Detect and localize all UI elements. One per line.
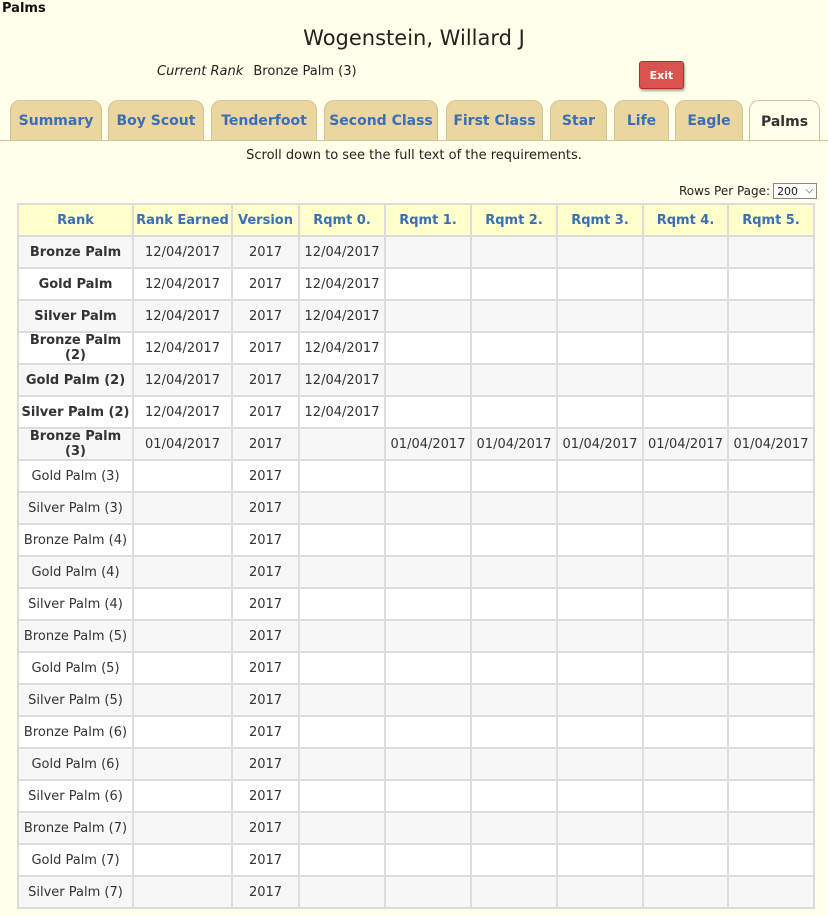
- rqmt-cell: [728, 236, 814, 268]
- rqmt-cell: [299, 620, 385, 652]
- rqmt-cell: 01/04/2017: [557, 428, 643, 460]
- rqmt-cell: [299, 460, 385, 492]
- table-row: [18, 652, 814, 684]
- rqmt-cell: [385, 364, 471, 396]
- rqmt-cell: [299, 812, 385, 844]
- version-cell: 2017: [232, 748, 299, 780]
- rqmt-cell: [557, 556, 643, 588]
- rows-per-page-select[interactable]: [773, 183, 817, 199]
- rank-earned-cell: 01/04/2017: [133, 428, 232, 460]
- scroll-note: Scroll down to see the full text of the requirements.: [246, 148, 582, 163]
- rank-earned-cell: [133, 524, 232, 556]
- rank-cell: Gold Palm (7): [18, 844, 133, 876]
- table-row: [18, 524, 814, 556]
- rqmt-cell: [728, 780, 814, 812]
- rqmt-cell: [643, 588, 728, 620]
- tab-second-class[interactable]: Second Class: [324, 100, 438, 141]
- version-cell: 2017: [232, 556, 299, 588]
- version-cell: 2017: [232, 684, 299, 716]
- table-row: [18, 300, 814, 332]
- version-cell: 2017: [232, 652, 299, 684]
- rank-earned-cell: [133, 876, 232, 908]
- window-title: Palms: [2, 1, 46, 16]
- version-cell: 2017: [232, 268, 299, 300]
- version-cell: 2017: [232, 524, 299, 556]
- rows-per-page: [679, 183, 817, 199]
- rqmt-cell: [299, 876, 385, 908]
- rqmt-cell: [557, 780, 643, 812]
- rqmt-cell: [471, 364, 557, 396]
- version-cell: 2017: [232, 812, 299, 844]
- rqmt-cell: [643, 748, 728, 780]
- rqmt-cell: [385, 396, 471, 428]
- column-header[interactable]: Rank Earned: [133, 204, 232, 236]
- rank-cell: Bronze Palm (3): [18, 428, 133, 460]
- tab-life[interactable]: Life: [614, 100, 669, 141]
- rank-cell: Bronze Palm (2): [18, 332, 133, 364]
- rank-earned-cell: 12/04/2017: [133, 236, 232, 268]
- rqmt-cell: [557, 844, 643, 876]
- chevron-down-icon: ⌵: [805, 185, 814, 196]
- rqmt-cell: [299, 556, 385, 588]
- rqmt-cell: [557, 268, 643, 300]
- rank-cell: Bronze Palm (6): [18, 716, 133, 748]
- rqmt-cell: 01/04/2017: [471, 428, 557, 460]
- rqmt-cell: [385, 300, 471, 332]
- rqmt-cell: [299, 844, 385, 876]
- rqmt-cell: [728, 332, 814, 364]
- rqmt-cell: [557, 300, 643, 332]
- rqmt-cell: 12/04/2017: [299, 300, 385, 332]
- rqmt-cell: 12/04/2017: [299, 268, 385, 300]
- rqmt-cell: [557, 748, 643, 780]
- rqmt-cell: [385, 652, 471, 684]
- rank-earned-cell: 12/04/2017: [133, 364, 232, 396]
- rqmt-cell: [385, 492, 471, 524]
- rqmt-cell: [557, 684, 643, 716]
- column-header[interactable]: Rqmt 4.: [643, 204, 728, 236]
- tab-palms[interactable]: Palms: [749, 100, 820, 142]
- version-cell: 2017: [232, 300, 299, 332]
- rqmt-cell: [557, 812, 643, 844]
- current-rank: [157, 64, 357, 79]
- tabs-divider: [0, 140, 828, 141]
- rqmt-cell: [385, 556, 471, 588]
- rqmt-cell: [299, 652, 385, 684]
- rank-earned-cell: 12/04/2017: [133, 396, 232, 428]
- table-row: [18, 236, 814, 268]
- rqmt-cell: [299, 748, 385, 780]
- current-rank-label: Current Rank: [157, 64, 244, 79]
- table-row: [18, 460, 814, 492]
- rqmt-cell: [471, 332, 557, 364]
- rank-cell: Bronze Palm (5): [18, 620, 133, 652]
- rank-cell: Silver Palm (3): [18, 492, 133, 524]
- rqmt-cell: [471, 396, 557, 428]
- rqmt-cell: [385, 844, 471, 876]
- rank-earned-cell: [133, 460, 232, 492]
- rqmt-cell: [728, 396, 814, 428]
- table-row: [18, 588, 814, 620]
- rqmt-cell: [471, 492, 557, 524]
- rank-earned-cell: [133, 748, 232, 780]
- rqmt-cell: [728, 460, 814, 492]
- version-cell: 2017: [232, 236, 299, 268]
- table-header-row: [18, 204, 814, 236]
- version-cell: 2017: [232, 588, 299, 620]
- rank-earned-cell: [133, 812, 232, 844]
- rqmt-cell: [643, 684, 728, 716]
- table-row: [18, 620, 814, 652]
- table-row: [18, 268, 814, 300]
- version-cell: 2017: [232, 620, 299, 652]
- rqmt-cell: [299, 588, 385, 620]
- version-cell: 2017: [232, 396, 299, 428]
- rqmt-cell: [299, 716, 385, 748]
- rank-earned-cell: [133, 492, 232, 524]
- rank-cell: Bronze Palm: [18, 236, 133, 268]
- rank-cell: Gold Palm (3): [18, 460, 133, 492]
- rqmt-cell: [728, 748, 814, 780]
- rqmt-cell: [643, 492, 728, 524]
- rqmt-cell: [728, 684, 814, 716]
- table-row: [18, 844, 814, 876]
- rqmt-cell: [471, 748, 557, 780]
- rqmt-cell: [471, 684, 557, 716]
- rqmt-cell: [385, 748, 471, 780]
- exit-button[interactable]: Exit: [639, 61, 684, 89]
- rqmt-cell: [643, 716, 728, 748]
- rank-earned-cell: [133, 844, 232, 876]
- rank-earned-cell: [133, 652, 232, 684]
- rqmt-cell: [471, 844, 557, 876]
- rqmt-cell: [728, 364, 814, 396]
- rqmt-cell: [385, 236, 471, 268]
- rqmt-cell: [557, 492, 643, 524]
- rqmt-cell: [728, 652, 814, 684]
- tab-star[interactable]: Star: [550, 100, 607, 141]
- rqmt-cell: [643, 620, 728, 652]
- tab-boy-scout[interactable]: Boy Scout: [108, 100, 204, 141]
- table-row: [18, 396, 814, 428]
- column-header[interactable]: Rqmt 5.: [728, 204, 814, 236]
- rank-earned-cell: [133, 780, 232, 812]
- current-rank-value: Bronze Palm (3): [253, 64, 357, 79]
- rqmt-cell: [471, 876, 557, 908]
- tab-summary[interactable]: Summary: [10, 100, 102, 141]
- rqmt-cell: [299, 492, 385, 524]
- rqmt-cell: [385, 460, 471, 492]
- scout-name: Wogenstein, Willard J: [303, 26, 525, 50]
- rqmt-cell: [557, 620, 643, 652]
- rqmt-cell: [471, 300, 557, 332]
- version-cell: 2017: [232, 460, 299, 492]
- rank-cell: Gold Palm (2): [18, 364, 133, 396]
- table-row: [18, 492, 814, 524]
- rqmt-cell: [471, 268, 557, 300]
- rank-cell: Gold Palm: [18, 268, 133, 300]
- rqmt-cell: [299, 780, 385, 812]
- palms-table: [17, 203, 815, 909]
- rqmt-cell: [471, 524, 557, 556]
- rqmt-cell: [385, 620, 471, 652]
- rqmt-cell: [728, 268, 814, 300]
- rank-cell: Silver Palm (6): [18, 780, 133, 812]
- version-cell: 2017: [232, 364, 299, 396]
- rqmt-cell: [385, 716, 471, 748]
- rqmt-cell: [471, 652, 557, 684]
- table-row: [18, 716, 814, 748]
- rqmt-cell: [643, 844, 728, 876]
- rqmt-cell: [385, 588, 471, 620]
- rank-earned-cell: 12/04/2017: [133, 268, 232, 300]
- table-row: [18, 748, 814, 780]
- rqmt-cell: [471, 556, 557, 588]
- rqmt-cell: [557, 396, 643, 428]
- version-cell: 2017: [232, 332, 299, 364]
- table-row: [18, 332, 814, 364]
- rqmt-cell: [471, 620, 557, 652]
- rqmt-cell: [471, 460, 557, 492]
- rqmt-cell: [385, 812, 471, 844]
- rqmt-cell: 01/04/2017: [385, 428, 471, 460]
- rqmt-cell: [728, 716, 814, 748]
- rqmt-cell: [643, 876, 728, 908]
- rqmt-cell: [557, 876, 643, 908]
- version-cell: 2017: [232, 428, 299, 460]
- rqmt-cell: [385, 332, 471, 364]
- rqmt-cell: [385, 780, 471, 812]
- column-header[interactable]: Rqmt 1.: [385, 204, 471, 236]
- rank-cell: Gold Palm (4): [18, 556, 133, 588]
- rqmt-cell: [385, 684, 471, 716]
- rqmt-cell: [643, 396, 728, 428]
- version-cell: 2017: [232, 844, 299, 876]
- rqmt-cell: [471, 716, 557, 748]
- rqmt-cell: 01/04/2017: [643, 428, 728, 460]
- rqmt-cell: [643, 460, 728, 492]
- version-cell: 2017: [232, 492, 299, 524]
- rank-cell: Silver Palm: [18, 300, 133, 332]
- rank-earned-cell: [133, 684, 232, 716]
- rqmt-cell: [643, 524, 728, 556]
- rqmt-cell: [643, 268, 728, 300]
- rqmt-cell: [728, 300, 814, 332]
- table-row: [18, 684, 814, 716]
- rqmt-cell: [299, 524, 385, 556]
- rows-per-page-label: Rows Per Page:: [679, 184, 771, 198]
- rank-cell: Bronze Palm (4): [18, 524, 133, 556]
- rank-cell: Gold Palm (5): [18, 652, 133, 684]
- version-cell: 2017: [232, 780, 299, 812]
- rank-cell: Silver Palm (5): [18, 684, 133, 716]
- rqmt-cell: [385, 524, 471, 556]
- rqmt-cell: [299, 428, 385, 460]
- rqmt-cell: [557, 716, 643, 748]
- rqmt-cell: [557, 460, 643, 492]
- rqmt-cell: 12/04/2017: [299, 236, 385, 268]
- column-header[interactable]: Rqmt 2.: [471, 204, 557, 236]
- rqmt-cell: [557, 652, 643, 684]
- column-header[interactable]: Rank: [18, 204, 133, 236]
- rqmt-cell: [728, 492, 814, 524]
- table-row: [18, 876, 814, 908]
- rqmt-cell: [385, 268, 471, 300]
- rqmt-cell: [557, 364, 643, 396]
- rqmt-cell: [557, 332, 643, 364]
- rank-cell: Gold Palm (6): [18, 748, 133, 780]
- table-row: [18, 556, 814, 588]
- rqmt-cell: [643, 332, 728, 364]
- rqmt-cell: [728, 620, 814, 652]
- rqmt-cell: [643, 236, 728, 268]
- rqmt-cell: [728, 876, 814, 908]
- rqmt-cell: [385, 876, 471, 908]
- rqmt-cell: [728, 556, 814, 588]
- rank-cell: Silver Palm (4): [18, 588, 133, 620]
- rqmt-cell: [557, 524, 643, 556]
- rank-earned-cell: [133, 588, 232, 620]
- rank-earned-cell: 12/04/2017: [133, 300, 232, 332]
- rqmt-cell: [557, 588, 643, 620]
- version-cell: 2017: [232, 876, 299, 908]
- rank-cell: Silver Palm (2): [18, 396, 133, 428]
- rqmt-cell: [643, 300, 728, 332]
- rqmt-cell: 12/04/2017: [299, 332, 385, 364]
- table-row: [18, 780, 814, 812]
- rank-earned-cell: [133, 620, 232, 652]
- table-row: [18, 812, 814, 844]
- rqmt-cell: [643, 652, 728, 684]
- tab-eagle[interactable]: Eagle: [675, 100, 743, 141]
- rqmt-cell: [643, 364, 728, 396]
- rank-earned-cell: [133, 716, 232, 748]
- rqmt-cell: [471, 812, 557, 844]
- rank-cell: Bronze Palm (7): [18, 812, 133, 844]
- rqmt-cell: [728, 812, 814, 844]
- tab-tenderfoot[interactable]: Tenderfoot: [211, 100, 317, 141]
- rqmt-cell: [643, 780, 728, 812]
- rqmt-cell: 12/04/2017: [299, 364, 385, 396]
- rqmt-cell: [643, 812, 728, 844]
- tab-first-class[interactable]: First Class: [446, 100, 543, 141]
- rqmt-cell: [728, 588, 814, 620]
- rqmt-cell: [643, 556, 728, 588]
- column-header[interactable]: Rqmt 3.: [557, 204, 643, 236]
- rank-earned-cell: [133, 556, 232, 588]
- rank-earned-cell: 12/04/2017: [133, 332, 232, 364]
- column-header[interactable]: Rqmt 0.: [299, 204, 385, 236]
- rqmt-cell: [728, 524, 814, 556]
- rqmt-cell: 01/04/2017: [728, 428, 814, 460]
- rqmt-cell: [557, 236, 643, 268]
- version-cell: 2017: [232, 716, 299, 748]
- rqmt-cell: 12/04/2017: [299, 396, 385, 428]
- table-row: [18, 428, 814, 460]
- rqmt-cell: [471, 780, 557, 812]
- table-row: [18, 364, 814, 396]
- rank-cell: Silver Palm (7): [18, 876, 133, 908]
- rqmt-cell: [471, 236, 557, 268]
- rqmt-cell: [471, 588, 557, 620]
- column-header[interactable]: Version: [232, 204, 299, 236]
- rows-per-page-value: 200: [777, 184, 799, 198]
- rqmt-cell: [728, 844, 814, 876]
- rqmt-cell: [299, 684, 385, 716]
